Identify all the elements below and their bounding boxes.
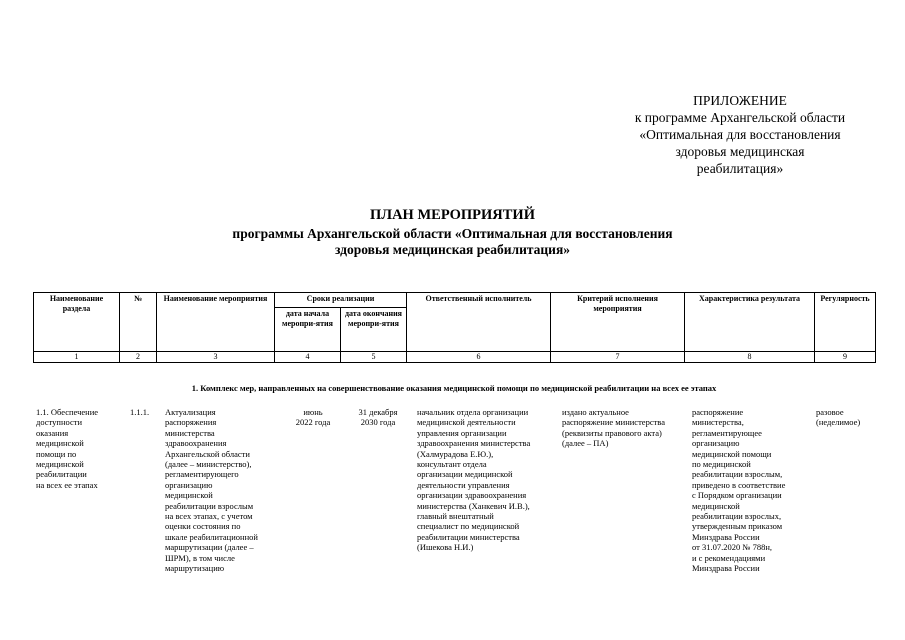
cell-line: распоряжение [692,407,744,417]
cell-line: реабилитации министерства [417,531,520,542]
cell-line: Актуализация [165,407,216,417]
header-result: Характеристика результата [685,293,815,352]
cell-line: июнь [303,407,323,417]
header-criterion: Критерий исполнения мероприятия [551,293,685,352]
cell-line: 1.1. Обеспечение [36,407,99,417]
cell-line: начальник отдела организации [417,407,529,417]
cell-line: от 31.07.2020 № 788н, [692,542,773,553]
cell-line: реабилитации взрослым, [692,469,783,480]
column-number: 8 [685,352,815,363]
cell-line: 2022 года [295,417,331,428]
header-start-date: дата начала меропри-ятия [275,308,341,352]
cell-line: медицинской [165,490,213,501]
cell-line: приведено в соответствие [692,479,786,490]
cell-line: Минздрава России [692,563,760,574]
column-number: 7 [551,352,685,363]
section-heading: 1. Комплекс мер, направленных на совершенствование оказания медицинской помощи по медицинской реабилитации на всех ее этапах [191,383,717,393]
cell-line: министерства (Ханкевич И.В.), [417,500,530,511]
cell-line: реабилитации взрослым [165,500,254,511]
cell-line: оценки состояния по [165,521,241,532]
cell-line: управления организации [417,427,507,438]
cell-event-name [165,407,283,574]
column-number-row [34,352,876,363]
cell-regularity [816,407,878,428]
cell-executor [417,407,561,553]
column-number: 4 [275,352,341,363]
plan-table [33,292,876,363]
cell-section-name [36,407,120,490]
cell-line: регламентирующее [692,427,762,438]
cell-line: медицинской помощи [692,448,772,459]
cell-line: Минздрава России [692,531,760,542]
cell-line: министерства, [692,417,744,428]
plan-subtitle-line: здоровья медицинская реабилитация» [334,242,571,257]
cell-line: медицинской [692,500,740,511]
cell-line: консультант отдела [417,459,487,470]
cell-line: (далее – министерство), [165,459,252,470]
cell-criterion [562,407,692,449]
cell-line: оказания [36,427,69,438]
cell-line: и с рекомендациями [692,552,766,563]
cell-line: помощи по [36,448,77,459]
cell-line: издано актуальное [562,407,629,417]
cell-number [130,407,164,417]
cell-line: организации медицинской [417,469,513,480]
column-number: 2 [120,352,157,363]
header-end-date: дата окончания меропри-ятия [341,308,407,352]
cell-line: (Ишекова Н.И.) [417,542,474,553]
cell-line: организацию [692,438,740,449]
cell-end-date [347,407,409,428]
cell-line: (далее – ПА) [562,438,609,449]
column-number: 1 [34,352,120,363]
cell-line: организации здравоохранения [417,490,527,501]
appendix-header [560,92,905,177]
plan-title: ПЛАН МЕРОПРИЯТИЙ [370,207,535,223]
plan-subtitle [0,226,905,258]
cell-line: 31 декабря [358,407,398,417]
cell-line: с Порядком организации [692,490,782,501]
cell-line: медицинской [36,438,84,449]
cell-result [692,407,814,574]
cell-line: здравоохранения [165,438,227,449]
appendix-line: здоровья медицинская [675,144,805,159]
cell-line: реабилитации [36,469,87,480]
cell-line: ШРМ), в том числе [165,552,235,563]
cell-line: министерства [165,427,215,438]
column-number: 3 [157,352,275,363]
appendix-line: реабилитация» [696,161,784,176]
header-terms: Сроки реализации [275,293,407,308]
cell-line: утвержденным приказом [692,521,783,532]
column-number: 9 [815,352,876,363]
appendix-line: к программе Архангельской области [634,110,846,125]
header-event-name: Наименование мероприятия [157,293,275,352]
column-number: 6 [407,352,551,363]
cell-line: на всех этапах, с учетом [165,511,253,522]
cell-line: по медицинской [692,459,751,470]
header-regularity: Регулярность [815,293,876,352]
cell-line: регламентирующего [165,469,239,480]
plan-subtitle-line: программы Архангельской области «Оптимальная для восстановления [232,226,673,241]
appendix-line: ПРИЛОЖЕНИЕ [693,93,787,108]
cell-line: маршрутизацию [165,563,225,574]
cell-line: Архангельской области [165,448,250,459]
cell-line: на всех ее этапах [36,479,98,490]
cell-line: маршрутизации (далее – [165,542,254,553]
cell-line: распоряжения [165,417,217,428]
cell-line: доступности [36,417,83,428]
header-executor: Ответственный исполнитель [407,293,551,352]
cell-line: специалист по медицинской [417,521,520,532]
cell-line: (реквизиты правового акта) [562,427,662,438]
cell-line: распоряжение министерства [562,417,665,428]
cell-line: медицинской деятельности [417,417,516,428]
cell-line: (Халмурадова Е.Ю.), [417,448,494,459]
cell-line: 2030 года [360,417,396,428]
cell-line: разовое [816,407,844,417]
table-header-row [34,293,876,308]
cell-line: здравоохранения министерства [417,438,531,449]
cell-line: деятельности управления [417,479,510,490]
cell-line: главный внештатный [417,511,494,522]
cell-line: 1.1.1. [130,407,150,417]
cell-line: реабилитации взрослых, [692,511,782,522]
cell-line: организацию [165,479,213,490]
header-number: № [120,293,157,352]
cell-line: шкале реабилитационной [165,531,258,542]
cell-line: медицинской [36,459,84,470]
header-section-name: Наименование раздела [34,293,120,352]
appendix-line: «Оптимальная для восстановления [639,127,841,142]
cell-start-date [282,407,344,428]
cell-line: (неделимое) [816,417,861,428]
column-number: 5 [341,352,407,363]
